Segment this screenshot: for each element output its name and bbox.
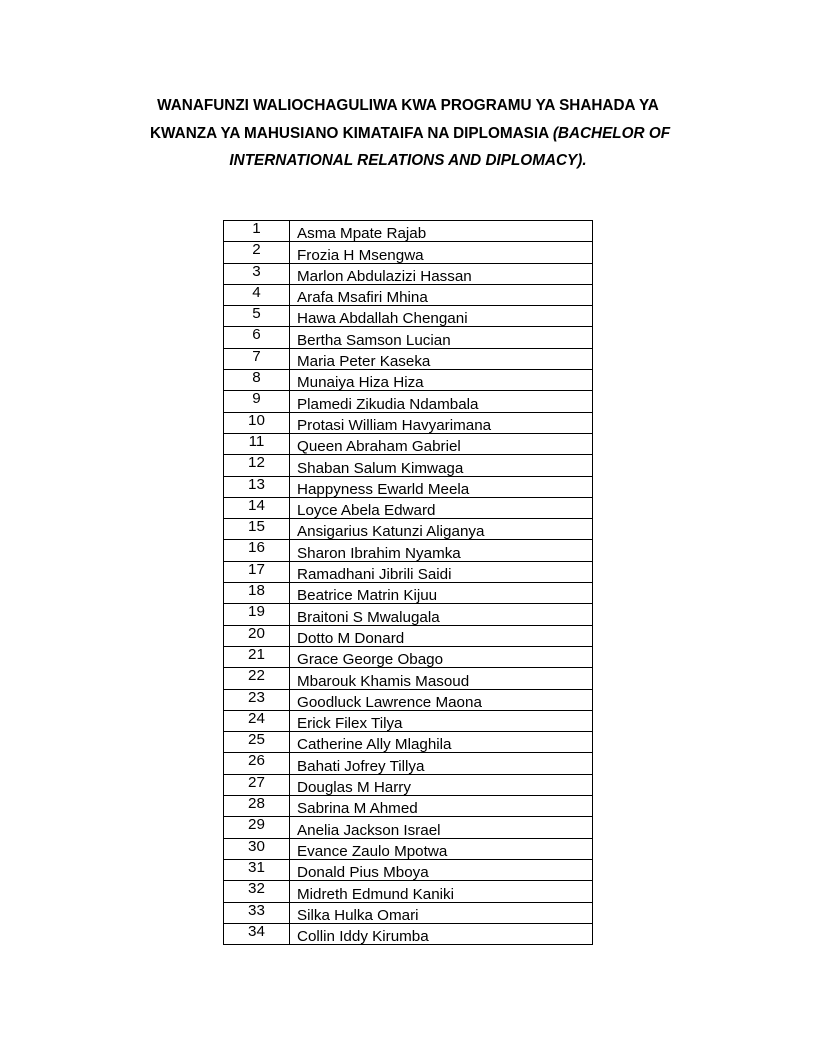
table-row bbox=[224, 817, 593, 838]
row-number: 26 bbox=[224, 753, 290, 774]
student-name: Queen Abraham Gabriel bbox=[290, 433, 593, 454]
table-row bbox=[224, 561, 593, 582]
student-name: Evance Zaulo Mpotwa bbox=[290, 838, 593, 859]
row-number: 17 bbox=[224, 561, 290, 582]
student-name: Frozia H Msengwa bbox=[290, 242, 593, 263]
student-name: Marlon Abdulazizi Hassan bbox=[290, 263, 593, 284]
student-name: Ansigarius Katunzi Aliganya bbox=[290, 519, 593, 540]
table-row bbox=[224, 497, 593, 518]
row-number: 11 bbox=[224, 433, 290, 454]
document-heading bbox=[150, 92, 671, 175]
student-name: Shaban Salum Kimwaga bbox=[290, 455, 593, 476]
table-row bbox=[224, 540, 593, 561]
student-name: Maria Peter Kaseka bbox=[290, 348, 593, 369]
row-number: 1 bbox=[224, 221, 290, 242]
table-row bbox=[224, 604, 593, 625]
student-name: Erick Filex Tilya bbox=[290, 710, 593, 731]
student-name: Douglas M Harry bbox=[290, 774, 593, 795]
student-name: Catherine Ally Mlaghila bbox=[290, 732, 593, 753]
row-number: 19 bbox=[224, 604, 290, 625]
student-list-table bbox=[223, 220, 593, 945]
student-name: Protasi William Havyarimana bbox=[290, 412, 593, 433]
table-row bbox=[224, 370, 593, 391]
heading-line-2-english: (BACHELOR OF bbox=[552, 124, 671, 142]
row-number: 30 bbox=[224, 838, 290, 859]
student-name: Anelia Jackson Israel bbox=[290, 817, 593, 838]
row-number: 13 bbox=[224, 476, 290, 497]
student-name: Plamedi Zikudia Ndambala bbox=[290, 391, 593, 412]
heading-line-2-swahili: KWANZA YA MAHUSIANO KIMATAIFA NA DIPLOMASIA bbox=[150, 124, 553, 142]
table-row bbox=[224, 221, 593, 242]
student-name: Sharon Ibrahim Nyamka bbox=[290, 540, 593, 561]
student-name: Midreth Edmund Kaniki bbox=[290, 881, 593, 902]
table-row bbox=[224, 774, 593, 795]
table-row bbox=[224, 753, 593, 774]
table-row bbox=[224, 732, 593, 753]
table-row bbox=[224, 625, 593, 646]
row-number: 15 bbox=[224, 519, 290, 540]
student-name: Arafa Msafiri Mhina bbox=[290, 284, 593, 305]
row-number: 6 bbox=[224, 327, 290, 348]
table-row bbox=[224, 668, 593, 689]
student-name: Loyce Abela Edward bbox=[290, 497, 593, 518]
heading-line-2 bbox=[150, 120, 671, 148]
student-name: Goodluck Lawrence Maona bbox=[290, 689, 593, 710]
student-name: Grace George Obago bbox=[290, 646, 593, 667]
student-name: Silka Hulka Omari bbox=[290, 902, 593, 923]
row-number: 23 bbox=[224, 689, 290, 710]
row-number: 29 bbox=[224, 817, 290, 838]
table-row bbox=[224, 902, 593, 923]
row-number: 10 bbox=[224, 412, 290, 433]
student-name: Collin Iddy Kirumba bbox=[290, 923, 593, 944]
row-number: 34 bbox=[224, 923, 290, 944]
row-number: 20 bbox=[224, 625, 290, 646]
row-number: 2 bbox=[224, 242, 290, 263]
row-number: 25 bbox=[224, 732, 290, 753]
student-name: Bahati Jofrey Tillya bbox=[290, 753, 593, 774]
row-number: 12 bbox=[224, 455, 290, 476]
table-row bbox=[224, 476, 593, 497]
row-number: 28 bbox=[224, 796, 290, 817]
student-name: Beatrice Matrin Kijuu bbox=[290, 583, 593, 604]
row-number: 21 bbox=[224, 646, 290, 667]
row-number: 27 bbox=[224, 774, 290, 795]
student-name: Hawa Abdallah Chengani bbox=[290, 306, 593, 327]
table-row bbox=[224, 242, 593, 263]
table-row bbox=[224, 455, 593, 476]
row-number: 3 bbox=[224, 263, 290, 284]
table-row bbox=[224, 263, 593, 284]
row-number: 33 bbox=[224, 902, 290, 923]
table-row bbox=[224, 327, 593, 348]
row-number: 14 bbox=[224, 497, 290, 518]
row-number: 24 bbox=[224, 710, 290, 731]
row-number: 31 bbox=[224, 859, 290, 880]
row-number: 9 bbox=[224, 391, 290, 412]
table-row bbox=[224, 583, 593, 604]
row-number: 8 bbox=[224, 370, 290, 391]
student-name: Mbarouk Khamis Masoud bbox=[290, 668, 593, 689]
table-row bbox=[224, 306, 593, 327]
table-row bbox=[224, 433, 593, 454]
table-row bbox=[224, 391, 593, 412]
table-row bbox=[224, 412, 593, 433]
row-number: 5 bbox=[224, 306, 290, 327]
student-name: Munaiya Hiza Hiza bbox=[290, 370, 593, 391]
heading-line-1: WANAFUNZI WALIOCHAGULIWA KWA PROGRAMU YA SHAHADA YA bbox=[157, 97, 659, 114]
student-list-body bbox=[224, 221, 593, 945]
table-row bbox=[224, 519, 593, 540]
table-row bbox=[224, 838, 593, 859]
table-row bbox=[224, 796, 593, 817]
row-number: 22 bbox=[224, 668, 290, 689]
student-name: Bertha Samson Lucian bbox=[290, 327, 593, 348]
row-number: 18 bbox=[224, 583, 290, 604]
table-row bbox=[224, 348, 593, 369]
table-row bbox=[224, 689, 593, 710]
student-name: Asma Mpate Rajab bbox=[290, 221, 593, 242]
row-number: 32 bbox=[224, 881, 290, 902]
heading-line-3: INTERNATIONAL RELATIONS AND DIPLOMACY). bbox=[229, 152, 587, 169]
student-name: Sabrina M Ahmed bbox=[290, 796, 593, 817]
row-number: 7 bbox=[224, 348, 290, 369]
student-name: Donald Pius Mboya bbox=[290, 859, 593, 880]
table-row bbox=[224, 646, 593, 667]
row-number: 16 bbox=[224, 540, 290, 561]
table-row bbox=[224, 859, 593, 880]
table-row bbox=[224, 881, 593, 902]
student-name: Ramadhani Jibrili Saidi bbox=[290, 561, 593, 582]
student-name: Braitoni S Mwalugala bbox=[290, 604, 593, 625]
table-row bbox=[224, 710, 593, 731]
row-number: 4 bbox=[224, 284, 290, 305]
student-name: Dotto M Donard bbox=[290, 625, 593, 646]
table-row bbox=[224, 284, 593, 305]
student-name: Happyness Ewarld Meela bbox=[290, 476, 593, 497]
table-row bbox=[224, 923, 593, 944]
